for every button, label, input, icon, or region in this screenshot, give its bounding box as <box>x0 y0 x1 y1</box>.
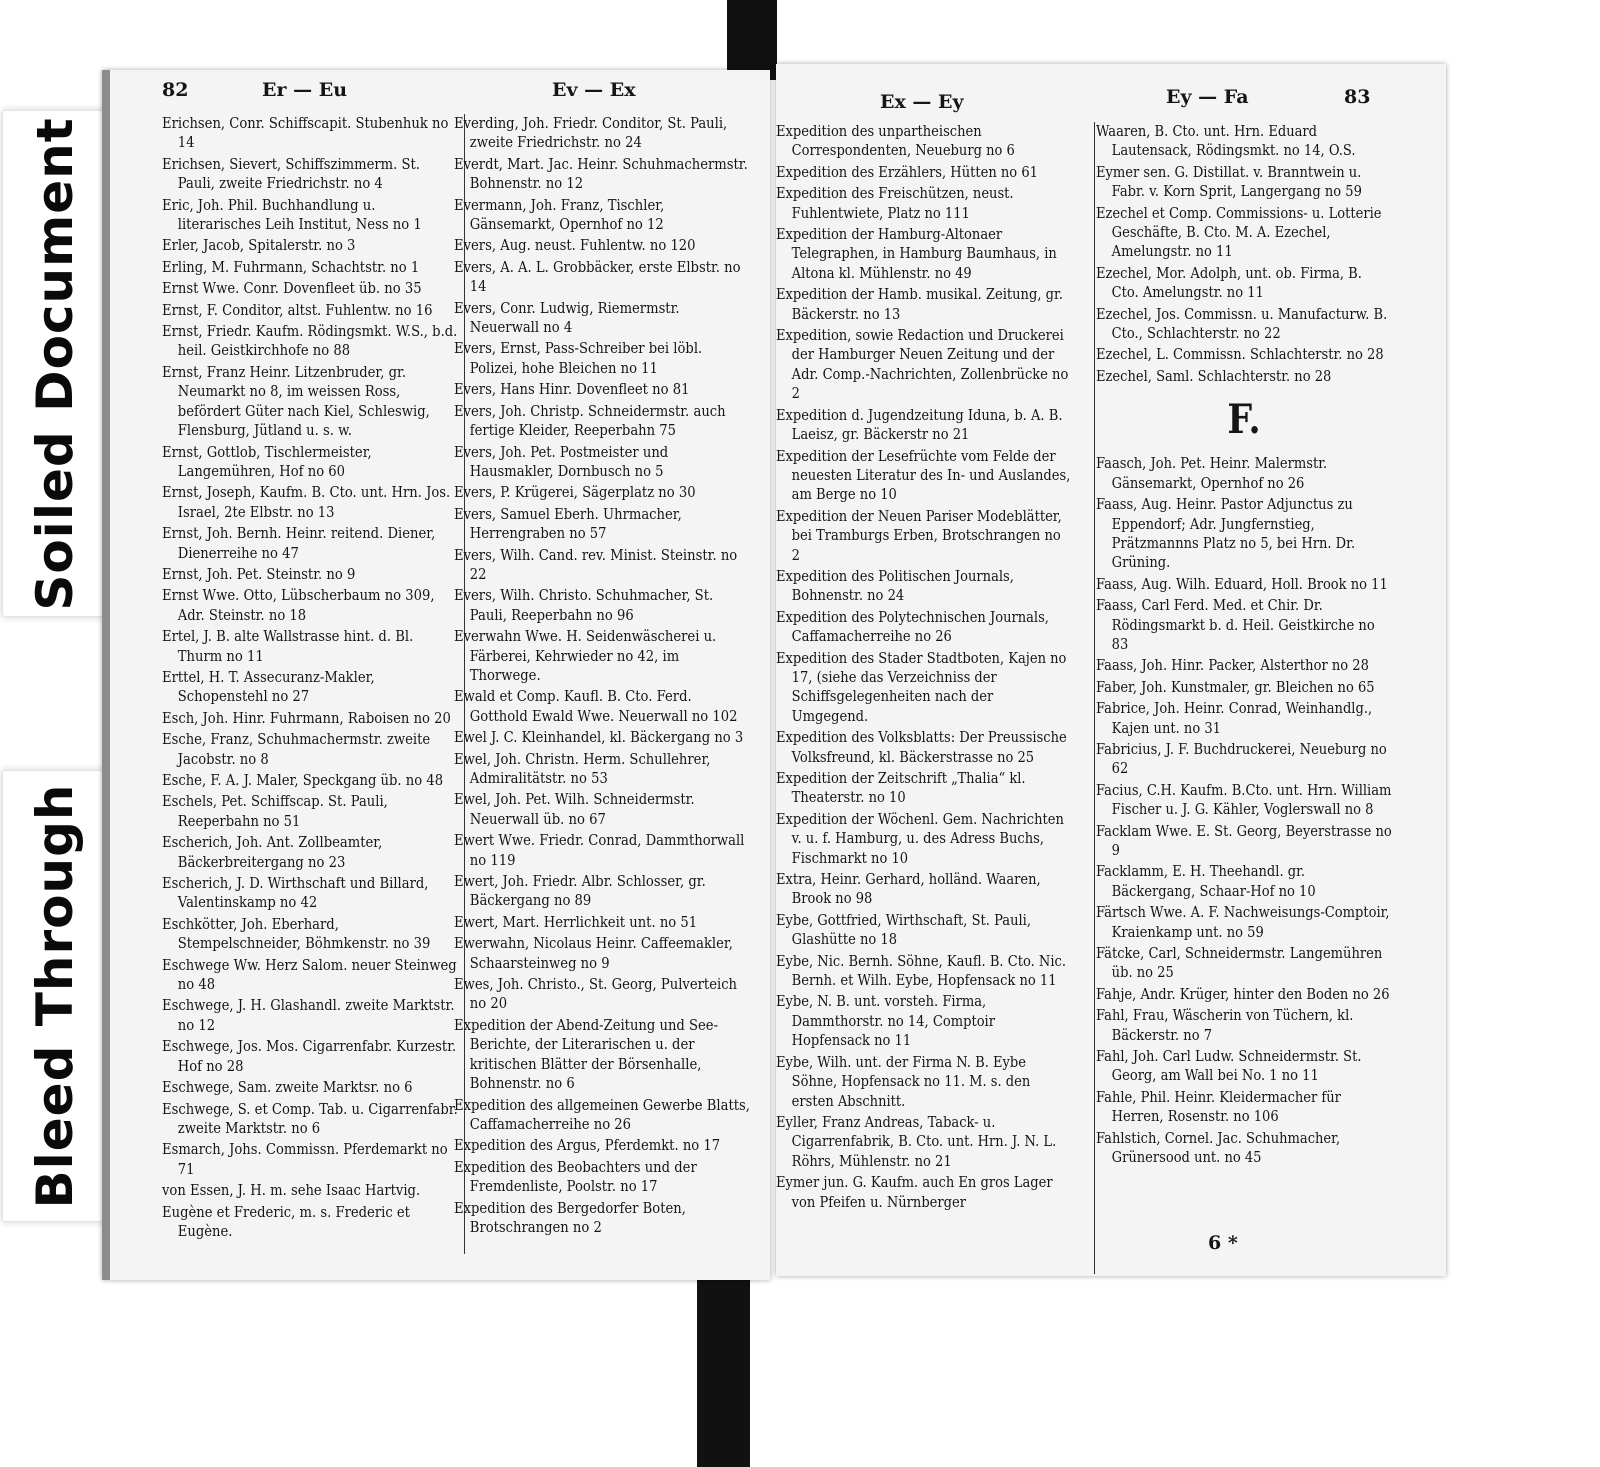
signature-mark: 6 * <box>1208 1232 1238 1254</box>
bookmark-ribbon-bottom <box>697 1272 750 1467</box>
directory-entry: Eschkötter, Joh. Eberhard, Stempelschneider, Böhmkenstr. no 39 <box>162 914 431 953</box>
directory-entry: Expedition der Hamburg-Altonaer Telegraphen, in Hamburg Baumhaus, in Altona kl. Mühlenstr. no 49 <box>776 225 1057 282</box>
directory-entry: Ernst Wwe. Otto, Lübscherbaum no 309, Adr. Steinstr. no 18 <box>162 586 435 624</box>
bookmark-ribbon-top <box>727 0 777 80</box>
directory-entry: Eric, Joh. Phil. Buchhandlung u. literarisches Leih Institut, Ness no 1 <box>162 195 422 234</box>
directory-entry: Ezechel, Jos. Commissn. u. Manufacturw. B. Cto., Schlachterstr. no 22 <box>1096 304 1388 343</box>
section-letter-f: F. <box>1227 396 1261 444</box>
directory-entry: Evers, Samuel Eberh. Uhrmacher, Herrengraben no 57 <box>454 504 682 543</box>
directory-entry: Expedition des Stader Stadtboten, Kajen no 17, (siehe das Verzeichniss der Schiffsgelegenheiten nach der Umgegend. <box>776 648 1067 725</box>
left-page-column-2 <box>454 114 752 1239</box>
directory-entry: Evers, Joh. Pet. Postmeister und Hausmakler, Dornbusch no 5 <box>454 442 669 480</box>
directory-entry: Erler, Jacob, Spitalerstr. no 3 <box>162 236 356 255</box>
directory-entry: Evers, P. Krügerei, Sägerplatz no 30 <box>454 483 696 502</box>
directory-entry: Eybe, N. B. unt. vorsteh. Firma, Dammthorstr. no 14, Comptoir Hopfensack no 11 <box>776 992 995 1050</box>
soiled-document-text: Soiled Document <box>26 116 84 611</box>
directory-entry: Fahl, Frau, Wäscherin von Tüchern, kl. Bäckerstr. no 7 <box>1096 1006 1354 1044</box>
directory-entry: Expedition des Freischützen, neust. Fuhlentwiete, Platz no 111 <box>776 184 1014 222</box>
left-page-column-1 <box>162 114 460 1243</box>
directory-entry: Ernst, Joseph, Kaufm. B. Cto. unt. Hrn. Jos. Israel, 2te Elbstr. no 13 <box>162 483 451 521</box>
directory-entry: Facklamm, E. H. Theehandl. gr. Bäckergang, Schaar-Hof no 10 <box>1096 862 1316 900</box>
directory-entry: Faasch, Joh. Pet. Heinr. Malermstr. Gänsemarkt, Opernhof no 26 <box>1096 454 1328 492</box>
directory-entry: Fahl, Joh. Carl Ludw. Schneidermstr. St. Georg, am Wall bei No. 1 no 11 <box>1096 1047 1362 1085</box>
right-col2-ey-entries <box>1096 122 1392 386</box>
directory-entry: Ewerwahn, Nicolaus Heinr. Caffeemakler, Schaarsteinweg no 9 <box>454 934 733 972</box>
directory-entry: Expedition des unpartheischen Correspondenten, Neueburg no 6 <box>776 122 1015 160</box>
directory-entry: Evers, A. A. L. Grobbäcker, erste Elbstr. no 14 <box>454 257 741 296</box>
directory-entry: Expedition des Erzählers, Hütten no 61 <box>776 162 1038 181</box>
right-page-column-1 <box>776 122 1072 1214</box>
directory-entry: Fabricius, J. F. Buchdruckerei, Neueburg no 62 <box>1096 739 1387 778</box>
directory-entry: Esche, F. A. J. Maler, Speckgang üb. no 48 <box>162 771 444 789</box>
bleed-through-text: Bleed Through <box>26 783 84 1209</box>
right-page <box>776 64 1446 1276</box>
page-number-right: 83 <box>1344 86 1371 108</box>
directory-entry: Expedition der Zeitschrift „Thalia“ kl. Theaterstr. no 10 <box>776 769 1026 807</box>
directory-entry: Expedition, sowie Redaction und Druckerei der Hamburger Neuen Zeitung und der Adr. Comp.-Nachrichten, Zollenbrücke no 2 <box>776 326 1069 403</box>
directory-entry: Ezechel, Mor. Adolph, unt. ob. Firma, B. Cto. Amelungstr. no 11 <box>1096 263 1362 302</box>
directory-entry: Evers, Wilh. Cand. rev. Minist. Steinstr. no 22 <box>454 545 738 583</box>
directory-entry: Evers, Hans Hinr. Dovenfleet no 81 <box>454 380 690 399</box>
directory-entry: Expedition der Lesefrüchte vom Felde der neuesten Literatur des In- und Auslandes, am Berge no 10 <box>776 446 1071 504</box>
directory-entry: Eybe, Wilh. unt. der Firma N. B. Eybe Söhne, Hopfensack no 11. M. s. den ersten Abschnitt. <box>776 1052 1031 1110</box>
left-page <box>102 70 770 1280</box>
right-running-head-2: Ey — Fa <box>1166 86 1249 108</box>
directory-entry: Expedition des Argus, Pferdemkt. no 17 <box>454 1136 721 1155</box>
directory-entry: Ernst Wwe. Conr. Dovenfleet üb. no 35 <box>162 279 422 298</box>
directory-entry: Ernst, Friedr. Kaufm. Rödingsmkt. W.S., b.d. heil. Geistkirchhofe no 88 <box>162 322 458 360</box>
directory-entry: Evers, Wilh. Christo. Schuhmacher, St. Pauli, Reeperbahn no 96 <box>454 586 714 624</box>
right-col2-fa-entries <box>1096 454 1392 1167</box>
directory-entry: Eschwege, S. et Comp. Tab. u. Cigarrenfabr. zweite Marktstr. no 6 <box>162 1099 458 1137</box>
directory-entry: Ewert Wwe. Friedr. Conrad, Dammthorwall no 119 <box>454 831 745 869</box>
directory-entry: Everdt, Mart. Jac. Heinr. Schuhmachermstr. Bohnenstr. no 12 <box>454 154 748 193</box>
directory-entry: Everding, Joh. Friedr. Conditor, St. Pauli, zweite Friedrichstr. no 24 <box>454 114 728 152</box>
directory-entry: Fahlstich, Cornel. Jac. Schuhmacher, Grünersood unt. no 45 <box>1096 1128 1341 1167</box>
directory-entry: Ewert, Mart. Herrlichkeit unt. no 51 <box>454 912 698 931</box>
directory-entry: Eschwege, Sam. zweite Marktsr. no 6 <box>162 1078 413 1097</box>
directory-entry: Evers, Ernst, Pass-Schreiber bei löbl. Polizei, hohe Bleichen no 11 <box>454 339 703 377</box>
column-rule-right <box>1094 122 1095 1274</box>
directory-entry: Expedition des Volksblatts: Der Preussische Volksfreund, kl. Bäckerstrasse no 25 <box>776 728 1067 766</box>
directory-entry: Waaren, B. Cto. unt. Hrn. Eduard Lautensack, Rödingsmkt. no 14, O.S. <box>1096 122 1356 160</box>
directory-entry: Ewel, Joh. Pet. Wilh. Schneidermstr. Neuerwall üb. no 67 <box>454 790 695 828</box>
directory-entry: Ertel, J. B. alte Wallstrasse hint. d. Bl. Thurm no 11 <box>162 627 414 665</box>
right-running-head-1: Ex — Ey <box>880 91 964 113</box>
directory-entry: Ezechel, Saml. Schlachterstr. no 28 <box>1096 366 1332 385</box>
page-number-left: 82 <box>162 79 189 101</box>
directory-entry: Expedition der Wöchenl. Gem. Nachrichten v. u. f. Hamburg, u. des Adress Buchs, Fischmarkt no 10 <box>776 809 1064 867</box>
directory-entry: Faass, Joh. Hinr. Packer, Alsterthor no 28 <box>1096 656 1369 675</box>
directory-entry: Eyller, Franz Andreas, Taback- u. Cigarrenfabrik, B. Cto. unt. Hrn. J. N. L. Röhrs, Mühlenstr. no 21 <box>776 1112 1057 1170</box>
directory-entry: Evermann, Joh. Franz, Tischler, Gänsemarkt, Opernhof no 12 <box>454 195 665 234</box>
directory-entry: Erttel, H. T. Assecuranz-Makler, Schopenstehl no 27 <box>162 667 375 706</box>
directory-entry: Expedition des Bergedorfer Boten, Brotschrangen no 2 <box>454 1198 686 1236</box>
directory-entry: Erichsen, Conr. Schiffscapit. Stubenhuk no 14 <box>162 114 449 152</box>
directory-entry: Faass, Aug. Wilh. Eduard, Holl. Brook no 11 <box>1096 574 1388 593</box>
directory-entry: Esmarch, Johs. Commissn. Pferdemarkt no 71 <box>162 1140 448 1178</box>
directory-entry: Esche, Franz, Schuhmachermstr. zweite Jacobstr. no 8 <box>162 730 431 768</box>
directory-entry: Escherich, Joh. Ant. Zollbeamter, Bäckerbreitergang no 23 <box>162 833 383 871</box>
directory-entry: Fätcke, Carl, Schneidermstr. Langemühren üb. no 25 <box>1096 944 1383 982</box>
directory-entry: Färtsch Wwe. A. F. Nachweisungs-Comptoir, Kraienkamp unt. no 59 <box>1096 903 1390 941</box>
directory-entry: Evers, Joh. Christp. Schneidermstr. auch fertige Kleider, Reeperbahn 75 <box>454 401 726 440</box>
directory-entry: Escherich, J. D. Wirthschaft und Billard, Valentinskamp no 42 <box>162 874 429 912</box>
directory-entry: Expedition des Beobachters und der Fremdenliste, Poolstr. no 17 <box>454 1157 697 1196</box>
directory-entry: Fabrice, Joh. Heinr. Conrad, Weinhandlg., Kajen unt. no 31 <box>1096 699 1373 737</box>
directory-entry: Ewel, Joh. Christn. Herm. Schullehrer, Admiralitätstr. no 53 <box>454 749 711 787</box>
directory-entry: Eybe, Gottfried, Wirthschaft, St. Pauli, Glashütte no 18 <box>776 910 1032 949</box>
directory-entry: Ewel J. C. Kleinhandel, kl. Bäckergang no 3 <box>454 728 744 747</box>
directory-entry: Expedition der Neuen Pariser Modeblätter, bei Tramburgs Erben, Brotschrangen no 2 <box>776 506 1062 564</box>
directory-entry: Evers, Conr. Ludwig, Riemermstr. Neuerwall no 4 <box>454 298 680 337</box>
directory-entry: Ernst, Gottlob, Tischlermeister, Langemühren, Hof no 60 <box>162 442 372 480</box>
directory-entry: Everwahn Wwe. H. Seidenwäscherei u. Färberei, Kehrwieder no 42, im Thorwege. <box>454 627 717 684</box>
directory-entry: Ernst, Joh. Pet. Steinstr. no 9 <box>162 564 356 583</box>
directory-entry: Expedition d. Jugendzeitung Iduna, b. A. B. Laeisz, gr. Bäckerstr no 21 <box>776 405 1063 444</box>
directory-entry: Eschwege, Jos. Mos. Cigarrenfabr. Kurzestr. Hof no 28 <box>162 1037 457 1075</box>
left-running-head-2: Ev — Ex <box>552 79 636 101</box>
directory-entry: Eschwege Ww. Herz Salom. neuer Steinweg no 48 <box>162 955 457 994</box>
directory-entry: Ewert, Joh. Friedr. Albr. Schlosser, gr. Bäckergang no 89 <box>454 872 706 910</box>
directory-entry: Fahje, Andr. Krüger, hinter den Boden no 26 <box>1096 984 1390 1003</box>
directory-entry: Esch, Joh. Hinr. Fuhrmann, Raboisen no 20 <box>162 708 451 727</box>
directory-entry: Expedition des allgemeinen Gewerbe Blatts, Caffamacherreihe no 26 <box>454 1095 750 1133</box>
directory-entry: Faber, Joh. Kunstmaler, gr. Bleichen no 65 <box>1096 677 1375 696</box>
directory-entry: Eschwege, J. H. Glashandl. zweite Marktstr. no 12 <box>162 996 455 1034</box>
left-running-head-1: Er — Eu <box>262 79 348 101</box>
directory-entry: Ernst, Franz Heinr. Litzenbruder, gr. Neumarkt no 8, im weissen Ross, befördert Güter nach Kiel, Schleswig, Flensburg, Jütland u. s. w. <box>162 362 430 440</box>
soiled-document-label <box>2 110 108 617</box>
directory-entry: Faass, Aug. Heinr. Pastor Adjunctus zu Eppendorf; Adr. Jungfernstieg, Prätzmannns Platz no 5, bei Hrn. Dr. Grüning. <box>1096 495 1356 572</box>
left-page-edge <box>102 70 110 1280</box>
directory-entry: Ernst, Joh. Bernh. Heinr. reitend. Diener, Dienerreihe no 47 <box>162 524 436 562</box>
directory-entry: Expedition des Politischen Journals, Bohnenstr. no 24 <box>776 566 1014 605</box>
directory-entry: Extra, Heinr. Gerhard, holländ. Waaren, Brook no 98 <box>776 870 1041 908</box>
directory-entry: Erling, M. Fuhrmann, Schachtstr. no 1 <box>162 257 420 276</box>
right-page-column-2 <box>1096 122 1392 1170</box>
directory-entry: Ewald et Comp. Kaufl. B. Cto. Ferd. Gotthold Ewald Wwe. Neuerwall no 102 <box>454 687 738 725</box>
directory-entry: Ezechel et Comp. Commissions- u. Lotterie Geschäfte, B. Cto. M. A. Ezechel, Amelungstr. no 11 <box>1096 203 1382 261</box>
directory-entry: Facklam Wwe. E. St. Georg, Beyerstrasse no 9 <box>1096 821 1392 859</box>
directory-entry: Eschels, Pet. Schiffscap. St. Pauli, Reeperbahn no 51 <box>162 792 388 830</box>
directory-entry: Eymer sen. G. Distillat. v. Branntwein u. Fabr. v. Korn Sprit, Langergang no 59 <box>1096 162 1362 201</box>
directory-entry: Expedition der Abend-Zeitung und See-Berichte, der Literarischen u. der kritischen Blätter der Börsenhalle, Bohnenstr. no 6 <box>454 1015 719 1093</box>
directory-entry: Evers, Aug. neust. Fuhlentw. no 120 <box>454 236 696 255</box>
directory-entry: Ezechel, L. Commissn. Schlachterstr. no 28 <box>1096 345 1384 364</box>
directory-entry: Expedition des Polytechnischen Journals, Caffamacherreihe no 26 <box>776 607 1049 646</box>
directory-entry: Erichsen, Sievert, Schiffszimmerm. St. Pauli, zweite Friedrichstr. no 4 <box>162 154 420 193</box>
directory-entry: Eybe, Nic. Bernh. Söhne, Kaufl. B. Cto. Nic. Bernh. et Wilh. Eybe, Hopfensack no 11 <box>776 951 1066 990</box>
directory-entry: Ernst, F. Conditor, altst. Fuhlentw. no 16 <box>162 300 433 319</box>
directory-entry: Eugène et Frederic, m. s. Frederic et Eugène. <box>162 1202 410 1240</box>
directory-entry: Faass, Carl Ferd. Med. et Chir. Dr. Rödingsmarkt b. d. Heil. Geistkirche no 83 <box>1096 596 1375 653</box>
directory-entry: Ewes, Joh. Christo., St. Georg, Pulverteich no 20 <box>454 975 738 1013</box>
directory-entry: von Essen, J. H. m. sehe Isaac Hartvig. <box>162 1181 421 1200</box>
bleed-through-label <box>2 770 108 1222</box>
directory-entry: Expedition der Hamb. musikal. Zeitung, gr. Bäckerstr. no 13 <box>776 285 1063 323</box>
directory-entry: Facius, C.H. Kaufm. B.Cto. unt. Hrn. William Fischer u. J. G. Kähler, Voglerswall no 8 <box>1096 780 1392 819</box>
directory-entry: Fahle, Phil. Heinr. Kleidermacher für Herren, Rosenstr. no 106 <box>1096 1087 1341 1126</box>
directory-entry: Eymer jun. G. Kaufm. auch En gros Lager von Pfeifen u. Nürnberger <box>776 1173 1053 1211</box>
